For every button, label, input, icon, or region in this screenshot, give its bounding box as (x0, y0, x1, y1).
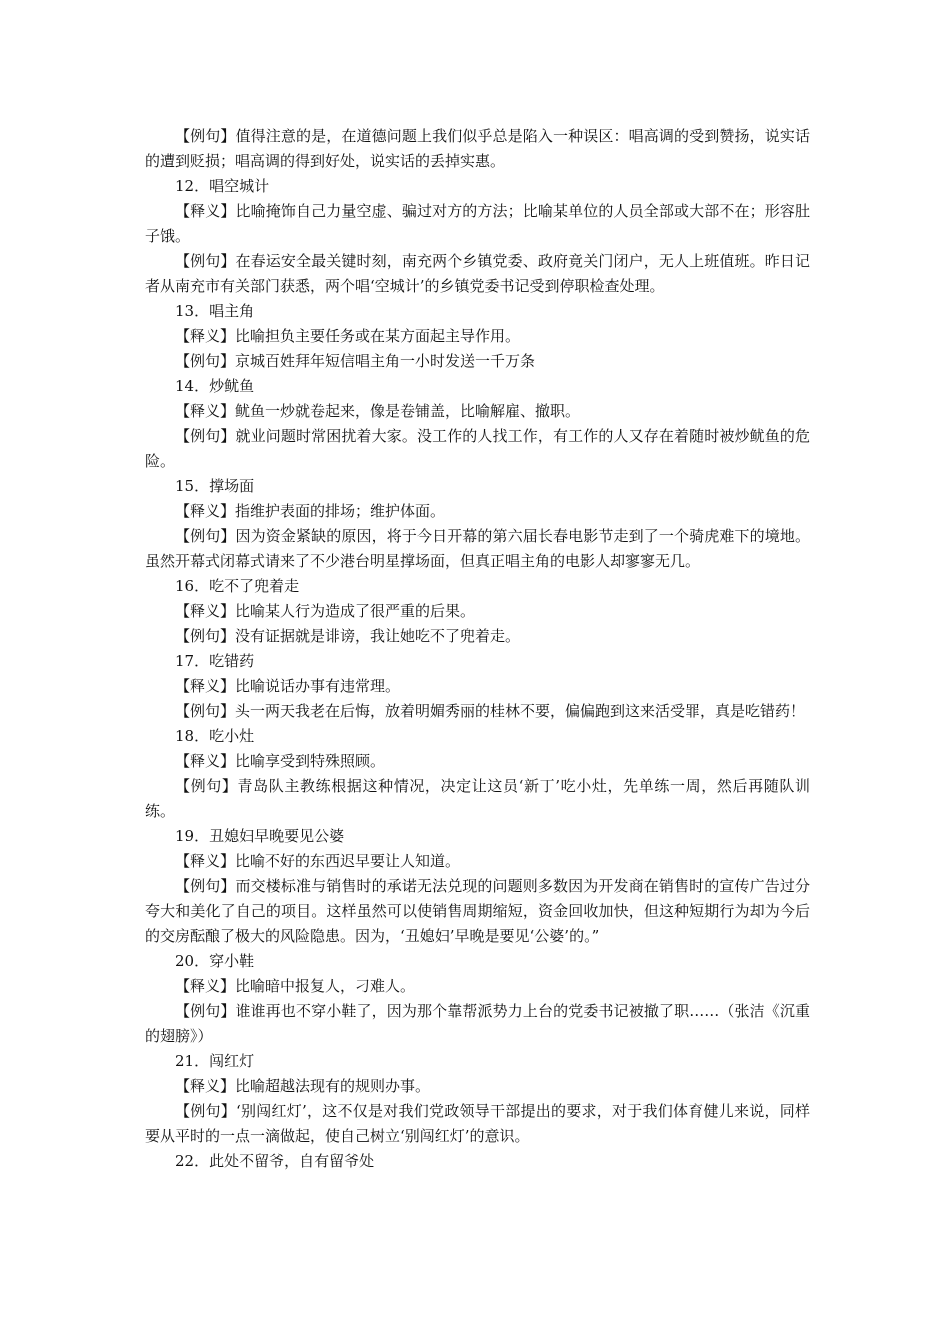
entry-heading: 14．炒鱿鱼 (175, 377, 255, 395)
entry-paragraph: 【释义】比喻说话办事有违常理。 (175, 677, 401, 695)
entry-paragraph: 【释义】比喻超越法现有的规则办事。 (175, 1077, 431, 1095)
entry-heading: 13．唱主角 (175, 302, 255, 320)
entry-paragraph: 【例句】就业问题时常困扰着大家。没工作的人找工作，有工作的人又存在着随时被炒鱿鱼的危险。 (145, 427, 810, 470)
entry-heading: 22．此处不留爷，自有留爷处 (175, 1152, 375, 1170)
entry-paragraph: 【释义】比喻某人行为造成了很严重的后果。 (175, 602, 476, 620)
entry-paragraph: 【释义】比喻担负主要任务或在某方面起主导作用。 (175, 327, 521, 345)
entry-paragraph: 【例句】在春运安全最关键时刻，南充两个乡镇党委、政府竟关门闭户，无人上班值班。昨日记者从南充市有关部门获悉，两个唱‘空城计’的乡镇党委书记受到停职检查处理。 (145, 252, 810, 295)
entry-paragraph: 【释义】鱿鱼一炒就卷起来，像是卷铺盖，比喻解雇、撤职。 (175, 402, 581, 420)
entry-paragraph: 【释义】比喻不好的东西迟早要让人知道。 (175, 852, 461, 870)
entry-heading: 12．唱空城计 (175, 177, 270, 195)
entry-paragraph: 【例句】没有证据就是诽谤，我让她吃不了兜着走。 (175, 627, 521, 645)
entry-paragraph: 【释义】指维护表面的排场；维护体面。 (175, 502, 446, 520)
entry-heading: 16．吃不了兜着走 (175, 577, 300, 595)
entry-heading: 15．撑场面 (175, 477, 255, 495)
entry-paragraph: 【释义】比喻暗中报复人，刁难人。 (175, 977, 416, 995)
entry-paragraph: 【例句】值得注意的是，在道德问题上我们似乎总是陷入一种误区：唱高调的受到赞扬，说实话的遭到贬损；唱高调的得到好处，说实话的丢掉实惠。 (145, 127, 810, 170)
entry-heading: 19．丑媳妇早晚要见公婆 (175, 827, 345, 845)
entry-paragraph: 【例句】而交楼标准与销售时的承诺无法兑现的问题则多数因为开发商在销售时的宣传广告过分夸大和美化了自己的项目。这样虽然可以使销售周期缩短，资金回收加快，但这种短期行为却为今后的交房酝酿了极大的风险隐患。因为，‘丑媳妇’早晚是要见‘公婆’的。” (145, 877, 810, 945)
entry-paragraph: 【释义】比喻掩饰自己力量空虚、骗过对方的方法；比喻某单位的人员全部或大部不在；形容肚子饿。 (145, 202, 810, 245)
document-page (145, 124, 810, 1174)
entry-heading: 20．穿小鞋 (175, 952, 255, 970)
entry-heading: 17．吃错药 (175, 652, 255, 670)
entry-paragraph: 【例句】因为资金紧缺的原因，将于今日开幕的第六届长春电影节走到了一个骑虎难下的境地。虽然开幕式闭幕式请来了不少港台明星撑场面，但真正唱主角的电影人却寥寥无几。 (145, 527, 810, 570)
entry-heading: 21．闯红灯 (175, 1052, 255, 1070)
entry-heading: 18．吃小灶 (175, 727, 255, 745)
entry-paragraph: 【例句】谁谁再也不穿小鞋了，因为那个靠帮派势力上台的党委书记被撤了职……（张洁《沉重的翅膀》） (145, 1002, 810, 1045)
entry-paragraph: 【例句】头一两天我老在后悔，放着明媚秀丽的桂林不要，偏偏跑到这来活受罪，真是吃错药！ (175, 702, 806, 720)
entry-paragraph: 【例句】京城百姓拜年短信唱主角一小时发送一千万条 (175, 352, 536, 370)
entry-paragraph: 【释义】比喻享受到特殊照顾。 (175, 752, 386, 770)
entry-paragraph: 【例句】‘别闯红灯’，这不仅是对我们党政领导干部提出的要求，对于我们体育健儿来说，同样要从平时的一点一滴做起，使自己树立‘别闯红灯’的意识。 (145, 1102, 810, 1145)
entry-paragraph: 【例句】青岛队主教练根据这种情况，决定让这员‘新丁’吃小灶，先单练一周，然后再随队训练。 (145, 777, 810, 820)
